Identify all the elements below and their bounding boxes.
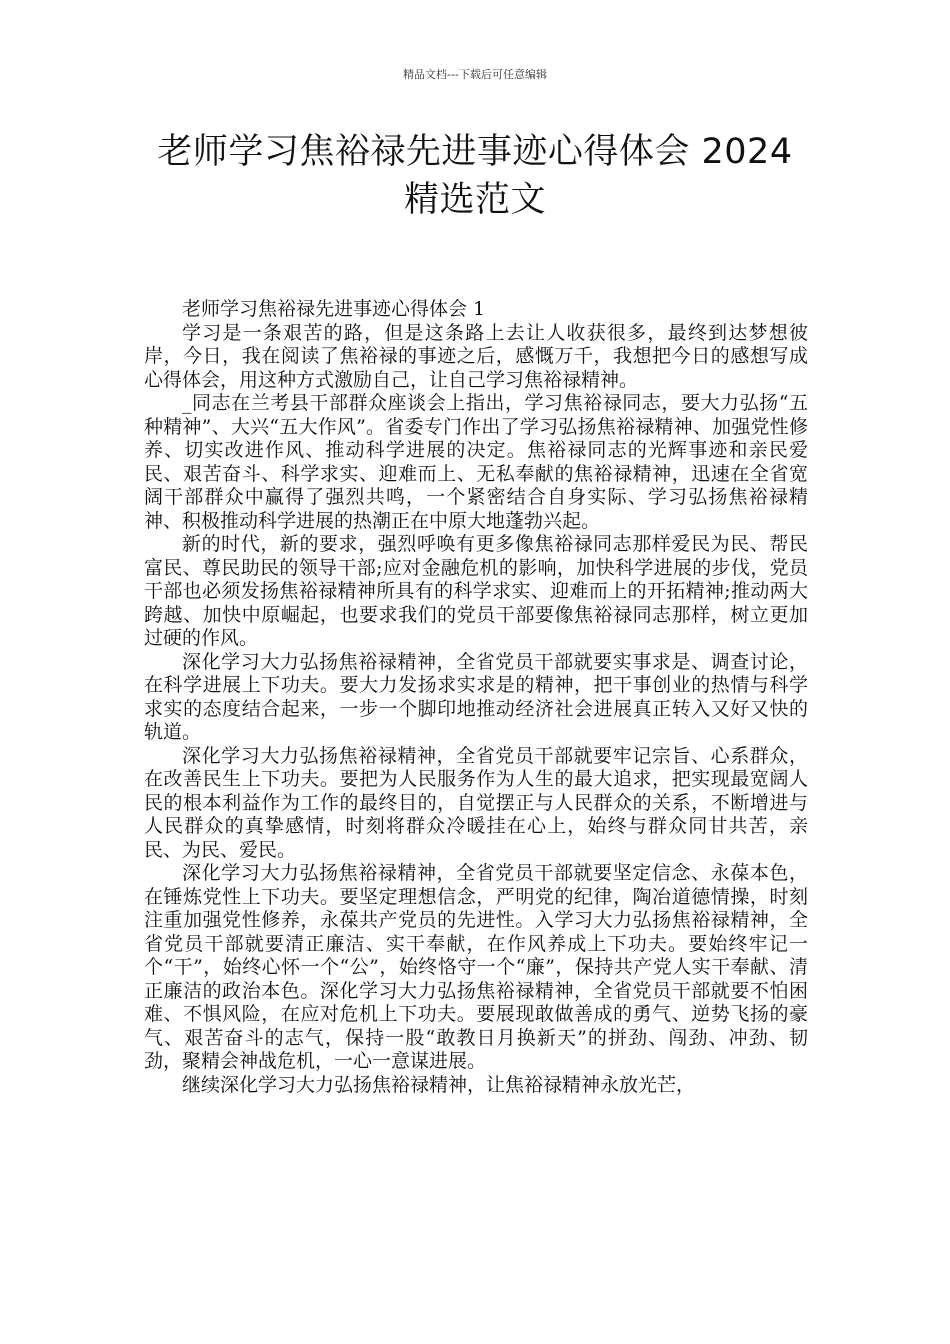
section-heading: 老师学习焦裕禄先进事迹心得体会 1 bbox=[182, 298, 486, 320]
title-line-2: 精选范文 bbox=[403, 180, 546, 220]
paragraph: 继续深化学习大力弘扬焦裕禄精神，让焦裕禄精神永放光芒， bbox=[182, 1073, 696, 1096]
paragraph: 新的时代，新的要求，强烈呼唤有更多像焦裕禄同志那样爱民为民、帮民富民、尊民助民的领导干部;应对金融危机的影响，加快科学进展的步伐，党员干部也必须发扬焦裕禄精神所具有的科学求实、迎难而上的开拓精神;推动两大跨越、加快中原崛起，也要求我们的党员干部要像焦裕禄同志那样，树立更加过硬的作风。 bbox=[144, 533, 808, 649]
page-header: 精品文档---下载后可任意编辑 bbox=[403, 68, 547, 81]
title-line-1: 老师学习焦裕禄先进事迹心得体会 2024 bbox=[157, 132, 793, 172]
document-title bbox=[120, 128, 830, 224]
paragraph: 深化学习大力弘扬焦裕禄精神，全省党员干部就要坚定信念、永葆本色，在锤炼党性上下功夫。要坚定理想信念，严明党的纪律，陶冶道德情操，时刻注重加强党性修养，永葆共产党员的先进性。入学习大力弘扬焦裕禄精神，全省党员干部就要清正廉洁、实干奉献，在作风养成上下功夫。要始终牢记一个“干”，始终心怀一个“公”，始终恪守一个“廉”，保持共产党人实干奉献、清正廉洁的政治本色。深化学习大力弘扬焦裕禄精神，全省党员干部就要不怕困难、不惧风险，在应对危机上下功夫。要展现敢做善成的勇气、逆势飞扬的豪气、艰苦奋斗的志气，保持一股“敢教日月换新天”的拼劲、闯劲、冲劲、韧劲，聚精会神战危机，一心一意谋进展。 bbox=[144, 862, 808, 1072]
paragraph: 深化学习大力弘扬焦裕禄精神，全省党员干部就要实事求是、调查讨论，在科学进展上下功夫。要大力发扬求实求是的精神，把干事创业的热情与科学求实的态度结合起来，一步一个脚印地推动经济社会进展真正转入又好又快的轨道。 bbox=[144, 650, 808, 743]
document-body bbox=[144, 298, 808, 1097]
paragraph: _同志在兰考县干部群众座谈会上指出，学习焦裕禄同志，要大力弘扬“五种精神”、大兴“五大作风”。省委专门作出了学习弘扬焦裕禄精神、加强党性修养、切实改进作风、推动科学进展的决定。焦裕禄同志的光辉事迹和亲民爱民、艰苦奋斗、科学求实、迎难而上、无私奉献的焦裕禄精神，迅速在全省宽阔干部群众中赢得了强烈共鸣，一个紧密结合自身实际、学习弘扬焦裕禄精神、积极推动科学进展的热潮正在中原大地蓬勃兴起。 bbox=[144, 392, 808, 532]
paragraph: 深化学习大力弘扬焦裕禄精神，全省党员干部就要牢记宗旨、心系群众，在改善民生上下功夫。要把为人民服务作为人生的最大追求，把实现最宽阔人民的根本利益作为工作的最终目的，自觉摆正与人民群众的关系，不断增进与人民群众的真挚感情，时刻将群众冷暖挂在心上，始终与群众同甘共苦，亲民、为民、爱民。 bbox=[144, 744, 808, 861]
paragraph: 学习是一条艰苦的路，但是这条路上去让人收获很多，最终到达梦想彼岸，今日，我在阅读了焦裕禄的事迹之后，感慨万千，我想把今日的感想写成心得体会，用这种方式激励自己，让自己学习焦裕禄精神。 bbox=[144, 321, 808, 391]
